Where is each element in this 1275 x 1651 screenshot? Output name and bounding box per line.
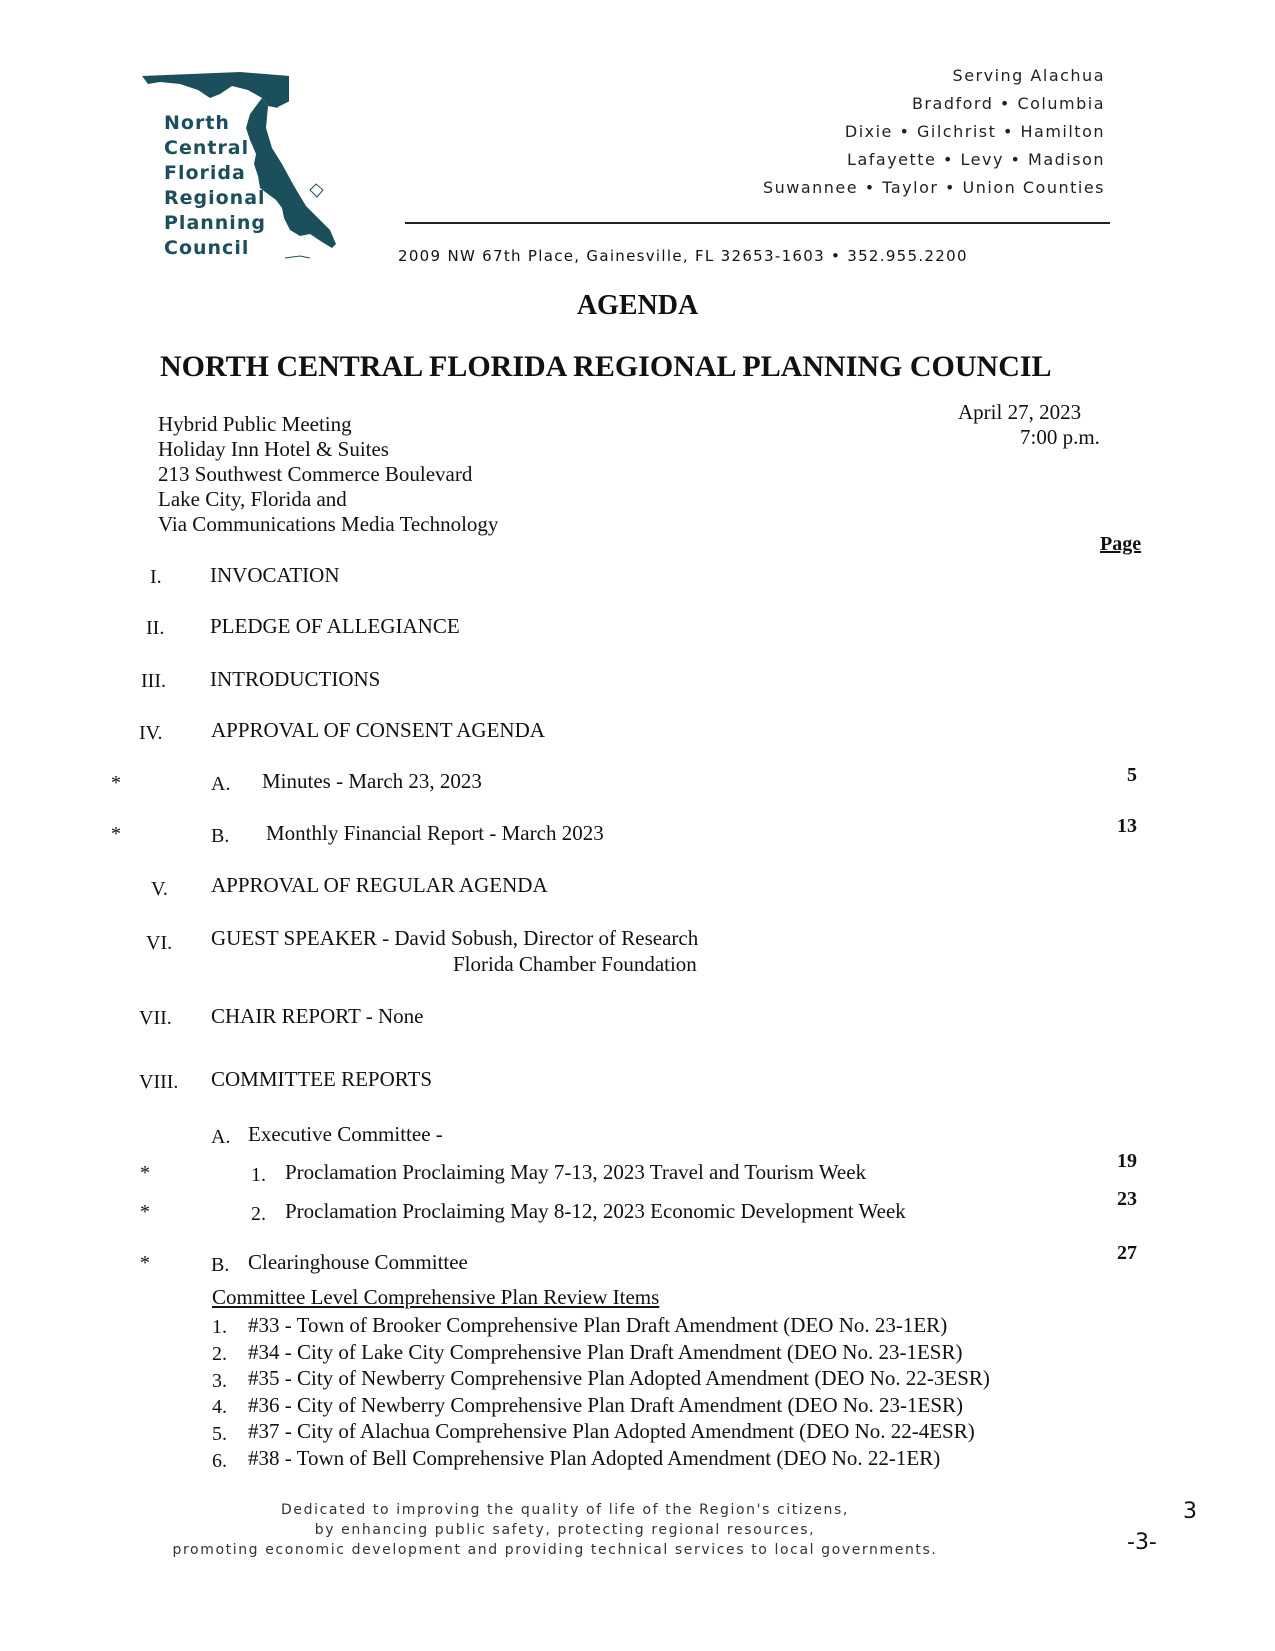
item-number: VII. [139,1007,172,1029]
item-letter: A. [211,1126,231,1148]
page-ref: 27 [1117,1242,1137,1264]
page-number-dashed: -3- [1127,1530,1157,1555]
item-number: 6. [212,1450,227,1472]
item-chair-report: CHAIR REPORT - None [211,1004,424,1028]
agenda-title: AGENDA [576,290,699,321]
page-ref: 13 [1117,815,1137,837]
item-number: 3. [212,1370,227,1392]
review-item: #34 - City of Lake City Comprehensive Plan Draft Amendment (DEO No. 23-1ESR) [248,1340,963,1364]
footer-line-2: by enhancing public safety, protecting regional resources, [314,1522,816,1538]
meeting-time: 7:00 p.m. [1020,425,1100,449]
meeting-line-2: Holiday Inn Hotel & Suites [158,437,389,461]
action-asterisk: * [140,1252,150,1274]
action-asterisk: * [140,1162,150,1184]
page-ref: 5 [1127,764,1137,786]
item-number: II. [146,617,165,639]
item-invocation: INVOCATION [210,563,340,587]
item-committee-reports: COMMITTEE REPORTS [211,1067,433,1091]
address-line: 2009 NW 67th Place, Gainesville, FL 32653-1603 • 352.955.2200 [398,247,968,265]
item-letter: B. [211,1254,230,1276]
meeting-date: April 27, 2023 [958,400,1082,424]
item-financial-report: Monthly Financial Report - March 2023 [266,821,604,845]
meeting-line-5: Via Communications Media Technology [158,512,499,536]
item-number: IV. [139,722,163,744]
footer-line-1: Dedicated to improving the quality of life of the Region's citizens, [281,1502,849,1518]
page-number: 3 [1183,1499,1197,1524]
council-title: NORTH CENTRAL FLORIDA REGIONAL PLANNING COUNCIL [160,350,1052,383]
logo-word-3: Florida [164,162,246,184]
item-guest-speaker: GUEST SPEAKER - David Sobush, Director of Research [211,926,699,950]
meeting-line-3: 213 Southwest Commerce Boulevard [158,462,473,486]
item-guest-speaker-org: Florida Chamber Foundation [453,952,697,976]
header-rule [405,222,1110,224]
review-item: #37 - City of Alachua Comprehensive Plan Adopted Amendment (DEO No. 22-4ESR) [248,1419,975,1443]
item-pledge: PLEDGE OF ALLEGIANCE [210,614,460,638]
logo-word-5: Planning [164,212,266,234]
review-item: #35 - City of Newberry Comprehensive Plan Adopted Amendment (DEO No. 22-3ESR) [248,1366,990,1390]
item-regular-agenda: APPROVAL OF REGULAR AGENDA [211,873,548,897]
serving-line-3: Dixie • Gilchrist • Hamilton [844,122,1105,141]
item-number: 4. [212,1396,227,1418]
action-asterisk: * [111,772,121,794]
serving-line-1: Serving Alachua [952,66,1105,85]
item-number: 2. [212,1343,227,1365]
page-ref: 19 [1117,1150,1137,1172]
page-column-header: Page [1100,533,1142,555]
logo-word-6: Council [164,237,250,259]
review-item: #38 - Town of Bell Comprehensive Plan Adopted Amendment (DEO No. 22-1ER) [248,1446,941,1470]
item-number: I. [150,566,162,588]
item-letter: A. [211,773,231,795]
review-items-subheading: Committee Level Comprehensive Plan Review Items [212,1285,660,1309]
item-number: 1. [251,1164,266,1186]
review-item: #33 - Town of Brooker Comprehensive Plan Draft Amendment (DEO No. 23-1ER) [248,1313,948,1337]
meeting-line-4: Lake City, Florida and [158,487,347,511]
logo-word-1: North [164,112,230,134]
logo-word-4: Regional [164,187,266,209]
item-number: V. [151,878,168,900]
item-number: 1. [212,1316,227,1338]
item-letter: B. [211,825,230,847]
item-consent-agenda: APPROVAL OF CONSENT AGENDA [211,718,545,742]
review-item: #36 - City of Newberry Comprehensive Plan Draft Amendment (DEO No. 23-1ESR) [248,1393,964,1417]
item-proclamation-econ-dev: Proclamation Proclaiming May 8-12, 2023 Economic Development Week [285,1199,906,1223]
item-executive-committee: Executive Committee - [248,1122,443,1146]
meeting-line-1: Hybrid Public Meeting [158,412,352,436]
ncfrpc-logo [140,68,360,278]
item-number: III. [141,670,166,692]
logo-word-2: Central [164,137,250,159]
item-clearinghouse-committee: Clearinghouse Committee [248,1250,468,1274]
action-asterisk: * [111,823,121,845]
serving-line-5: Suwannee • Taylor • Union Counties [762,178,1105,197]
item-proclamation-tourism: Proclamation Proclaiming May 7-13, 2023 Travel and Tourism Week [285,1160,867,1184]
item-introductions: INTRODUCTIONS [210,667,381,691]
serving-line-2: Bradford • Columbia [911,94,1105,113]
item-number: 2. [251,1203,266,1225]
item-number: 5. [212,1423,227,1445]
serving-line-4: Lafayette • Levy • Madison [847,150,1105,169]
page-ref: 23 [1117,1188,1137,1210]
action-asterisk: * [140,1201,150,1223]
item-number: VIII. [139,1071,179,1093]
item-number: VI. [146,932,173,954]
footer-line-3: promoting economic development and providing technical services to local governments. [172,1542,938,1558]
item-minutes: Minutes - March 23, 2023 [262,769,482,793]
